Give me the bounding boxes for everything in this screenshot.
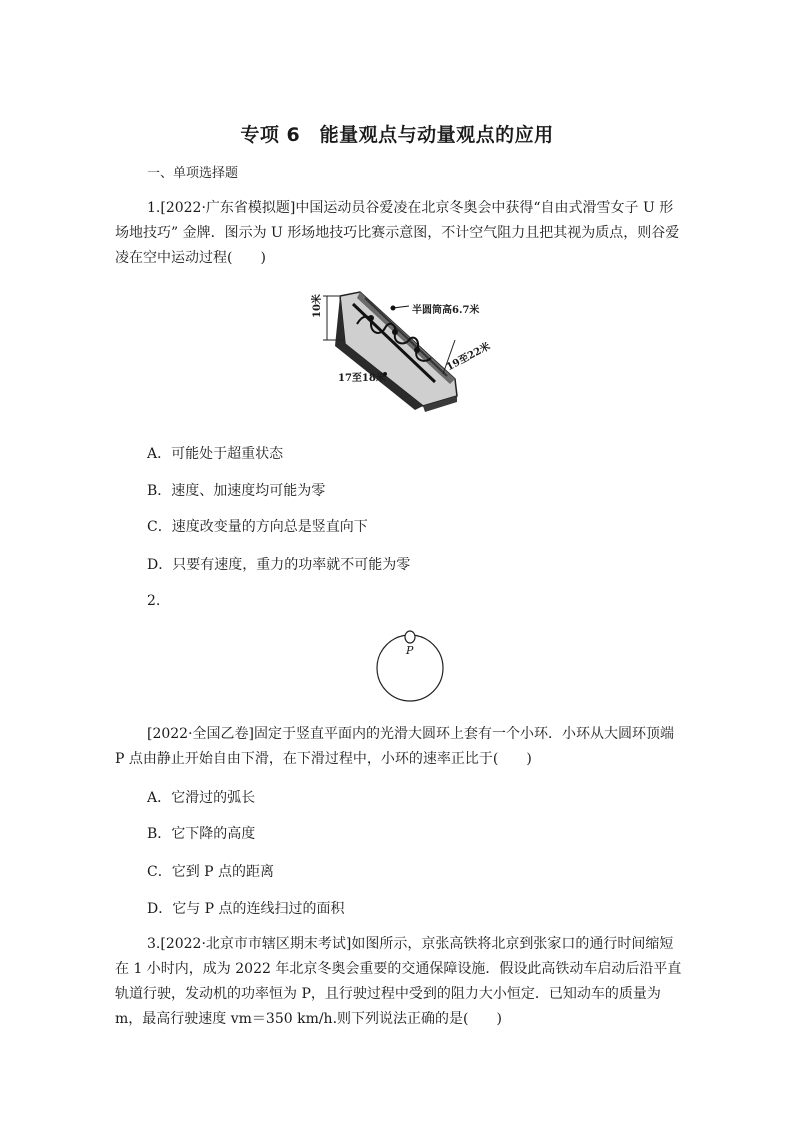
q1-option-d: D．只要有速度，重力的功率就不可能为零 <box>147 557 411 573</box>
figure-label-width: 17至18米 <box>338 373 386 384</box>
ring-figure <box>370 628 450 708</box>
q1-option-a: A．可能处于超重状态 <box>147 446 284 462</box>
q2-option-d: D．它与 P 点的连线扫过的面积 <box>147 901 345 917</box>
question-3-text: 3.[2022·北京市市辖区期末考试]如图所示，京张高铁将北京到张家口的通行时间缩短在 1 小时内，成为 2022 年北京冬奥会重要的交通保障设施．假设此高铁动车启动后沿平直轨道行驶，发动机的功率恒为 P，且行驶过程中受到的阻力大小恒定．已知动车的质量为 m，最高行驶速度 vm＝350 km/h.则下列说法正确的是( ) <box>115 936 682 1027</box>
question-1-text: 1.[2022·广东省模拟题]中国运动员谷爱凌在北京冬奥会中获得“自由式滑雪女子 U 形场地技巧” 金牌．图示为 U 形场地技巧比赛示意图，不计空气阻力且把其视为质点，则谷爱凌在空中运动过程( ) <box>115 200 680 266</box>
ring-point-label: P <box>406 644 414 657</box>
question-2-text: [2022·全国乙卷]固定于竖直平面内的光滑大圆环上套有一个小环．小环从大圆环顶端 P 点由静止开始自由下滑，在下滑过程中，小环的速率正比于( ) <box>115 726 675 767</box>
q1-option-b: B．速度、加速度均可能为零 <box>147 483 326 499</box>
figure-label-pipe: 半圆筒高6.7米 <box>412 305 480 316</box>
figure-label-height: 10米 <box>312 294 323 318</box>
q2-option-a: A．它滑过的弧长 <box>147 790 256 806</box>
q1-option-c: C．速度改变量的方向总是竖直向下 <box>147 519 368 535</box>
page-title: 专项 6 能量观点与动量观点的应用 <box>240 124 554 146</box>
q2-option-c: C．它到 P 点的距离 <box>147 864 275 880</box>
q2-option-b: B．它下降的高度 <box>147 826 256 842</box>
question-2-number: 2. <box>147 593 161 609</box>
section-heading: 一、单项选择题 <box>147 166 239 181</box>
figure-label-length: 19至22米 <box>444 341 493 374</box>
